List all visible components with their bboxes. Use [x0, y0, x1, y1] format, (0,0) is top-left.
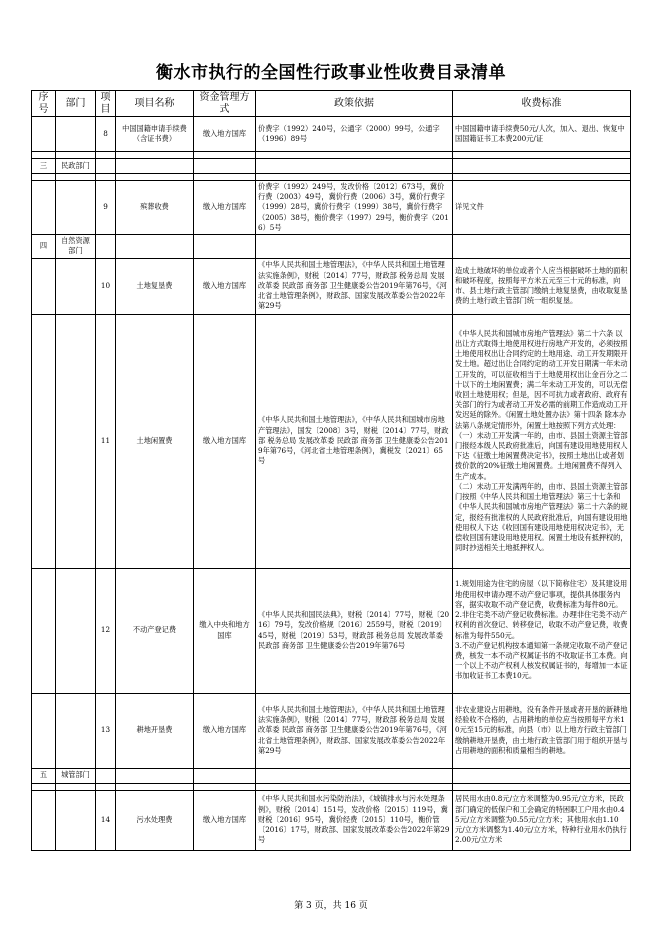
header-item: 项目	[96, 91, 116, 117]
header-seq: 序号	[32, 91, 56, 117]
fee-standard-paragraph: （一）未动工开发满一年的，由市、县国土资源主管部门报经本级人民政府批准后，向国有建设用地使用权人下达《征缴土地闲置费决定书》，按照土地出让或者划拨价款的20%征缴土地闲置费。土地闲置费不得列入生产成本。	[455, 430, 628, 481]
fee-catalog-table	[31, 90, 631, 851]
item-number: 8	[96, 117, 116, 152]
header-dept: 部门	[56, 91, 96, 117]
header-standard: 收费标准	[453, 91, 631, 117]
policy-basis: 价费字（1992）249号，发改价格〔2012〕673号，冀价行费（2003）49号，冀价行费（2006）3号，冀价行费字（1999）28号，冀价行费字（1999）38号，冀价行费字（2005）38号，衡价费字（1997）29号，衡价费字（2016）5号	[256, 181, 453, 235]
fee-standard-paragraph: 3.不动产登记机构按本通知第一条规定收取不动产登记费，核发一本不动产权属证书的不收取证书工本费。向一个以上不动产权利人核发权属证书的，每增加一本证书加收证书工本费10元。	[455, 640, 628, 681]
fund-management: 缴入地方国库	[194, 181, 256, 235]
header-name: 项目名称	[116, 91, 194, 117]
fee-standard-paragraph: （二）未动工开发满两年的，由市、县国土资源主管部门按照《中华人民共和国土地管理法》第三十七条和《中华人民共和国城市房地产管理法》第二十六条的规定，报经有批准权的人民政府批准后，向国有建设用地使用权人下达《收回国有建设用地使用权决定书》，无偿收回国有建设用地使用权。闲置土地设有抵押权的，同时抄送相关土地抵押权人。	[455, 481, 628, 553]
fee-standard	[453, 568, 631, 693]
item-name: 殡葬收费	[116, 181, 194, 235]
table-row	[32, 117, 631, 152]
fund-management: 缴入地方国库	[194, 693, 256, 768]
table-row	[32, 693, 631, 768]
fee-standard: 居民用水由0.8元/立方米调整为0.95元/立方米，民政部门确定的低保户和工会确定的特困职工户用水由0.45元/立方米调整为0.55元/立方米；其他用水由1.10元/立方米调整为1.40元/立方米，特种行业用水仍执行2.00元/立方米	[453, 790, 631, 850]
item-number: 11	[96, 314, 116, 568]
dept-seq: 三	[32, 159, 56, 174]
table-row	[32, 568, 631, 693]
department-row	[32, 768, 631, 783]
department-row	[32, 235, 631, 258]
fund-management: 缴入地方国库	[194, 314, 256, 568]
document-title: 衡水市执行的全国性行政事业性收费目录清单	[156, 63, 506, 83]
fee-standard: 非农业建设占用耕地，没有条件开垦或者开垦的新耕地经验收不合格的，占用耕地的单位应当按照每平方米10元至15元的标准，向县（市）以上地方行政主管部门缴纳耕地开垦费，由土地行政主管部门用于组织开垦与占用耕地的面积和质量相当的耕地。	[453, 693, 631, 768]
fee-standard: 造成土地破坏的单位或者个人应当根据破坏土地的面积和破坏程度，按照每平方米五元至三十元的标准，向市、县土地行政主管部门缴纳土地复垦费，由收取复垦费的土地行政主管部门统一组织复垦。	[453, 258, 631, 314]
policy-basis: 《中华人民共和国土地管理法》，《中华人民共和国土地管理法实施条例》，财税〔2014〕77号，财政部 税务总局 发展改革委 民政部 商务部 卫生健康委公告2019年第76号，《河北省土地管理条例》，财政部、国家发展改革委公告2022年第29号	[256, 693, 453, 768]
fee-standard-paragraph: 2.非住宅类不动产登记收费标准。办理非住宅类不动产权利的首次登记、转移登记，收取不动产登记费，收费标准为每件550元。	[455, 610, 628, 640]
fund-management: 缴入地方国库	[194, 117, 256, 152]
table-row	[32, 181, 631, 235]
policy-basis: 《中华人民共和国民法典》，财税〔2014〕77号，财税〔2016〕79号，发改价格规〔2016〕2559号，财税〔2019〕45号，财税〔2019〕53号，财政部 税务总局 发展改革委 民政部 商务部 卫生健康委公告2019年第76号	[256, 568, 453, 693]
spacer-row	[32, 783, 631, 790]
table-row	[32, 314, 631, 568]
fee-standard-paragraph: 1.规划用途为住宅的房屋（以下简称住宅）及其建设用地使用权申请办理不动产登记事项，提供具体服务内容，据实收取不动产登记费，收费标准为每件80元。	[455, 579, 628, 609]
fund-management: 缴入地方国库	[194, 790, 256, 850]
table-row	[32, 790, 631, 850]
header-mgmt: 资金管理方式	[194, 91, 256, 117]
fund-management: 缴入地方国库	[194, 258, 256, 314]
table-header-row	[32, 91, 631, 117]
item-number: 9	[96, 181, 116, 235]
item-name: 土地复垦费	[116, 258, 194, 314]
fee-standard-paragraph: 《中华人民共和国城市房地产管理法》第二十六条 以出让方式取得土地使用权进行房地产开发的，必须按照土地使用权出让合同约定的土地用途、动工开发期限开发土地。超过出让合同约定的动工开发日期满一年未动工开发的，可以征收相当于土地使用权出让金百分之二十以下的土地闲置费；满二年未动工开发的，可以无偿收回土地使用权；但是，因不可抗力或者政府、政府有关部门的行为或者动工开发必需的前期工作造成动工开发迟延的除外。《闲置土地处置办法》第十四条 除本办法第八条规定情形外，闲置土地按照下列方式处理：	[455, 328, 628, 430]
item-name: 不动产登记费	[116, 568, 194, 693]
fee-standard: 详见文件	[453, 181, 631, 235]
page-footer: 第 3 页，共 16 页	[294, 901, 368, 911]
item-number: 12	[96, 568, 116, 693]
spacer-row	[32, 174, 631, 181]
policy-basis: 《中华人民共和国土地管理法》，《中华人民共和国土地管理法实施条例》，财税〔2014〕77号，财政部 税务总局 发展改革委 民政部 商务部 卫生健康委公告2019年第76号，《河北省土地管理条例》，财政部、国家发展改革委公告2022年第29号	[256, 258, 453, 314]
dept-name: 民政部门	[56, 159, 96, 174]
item-name: 污水处理费	[116, 790, 194, 850]
policy-basis: 《中华人民共和国土地管理法》，《中华人民共和国城市房地产管理法》，国发〔2008〕3号，财税〔2014〕77号，财政部 税务总局 发展改革委 民政部 商务部 卫生健康委公告2019年第76号，《河北省土地管理条例》，冀税发〔2021〕65号	[256, 314, 453, 568]
item-number: 13	[96, 693, 116, 768]
spacer-row	[32, 152, 631, 159]
item-name: 耕地开垦费	[116, 693, 194, 768]
department-row	[32, 159, 631, 174]
policy-basis: 价费字（1992）240号，公通字（2000）99号，公通字（1996）89号	[256, 117, 453, 152]
item-name: 中国国籍申请手续费（含证书费）	[116, 117, 194, 152]
fee-standard: 中国国籍申请手续费50元/人次，加入、退出、恢复中国国籍证书工本费200元/证	[453, 117, 631, 152]
dept-seq: 五	[32, 768, 56, 783]
item-name: 土地闲置费	[116, 314, 194, 568]
table-row	[32, 258, 631, 314]
dept-name: 自然资源部门	[56, 235, 96, 258]
dept-seq: 四	[32, 235, 56, 258]
fee-standard	[453, 314, 631, 568]
header-policy: 政策依据	[256, 91, 453, 117]
policy-basis: 《中华人民共和国水污染防治法》，《城镇排水与污水处理条例》，财税〔2014〕151号，发改价格〔2015〕119号，冀财税〔2016〕95号，冀价经费〔2015〕110号，衡价管〔2016〕17号，财政部、国家发展改革委公告2022年第29号	[256, 790, 453, 850]
item-number: 10	[96, 258, 116, 314]
dept-name: 城管部门	[56, 768, 96, 783]
item-number: 14	[96, 790, 116, 850]
fund-management: 缴入中央和地方国库	[194, 568, 256, 693]
